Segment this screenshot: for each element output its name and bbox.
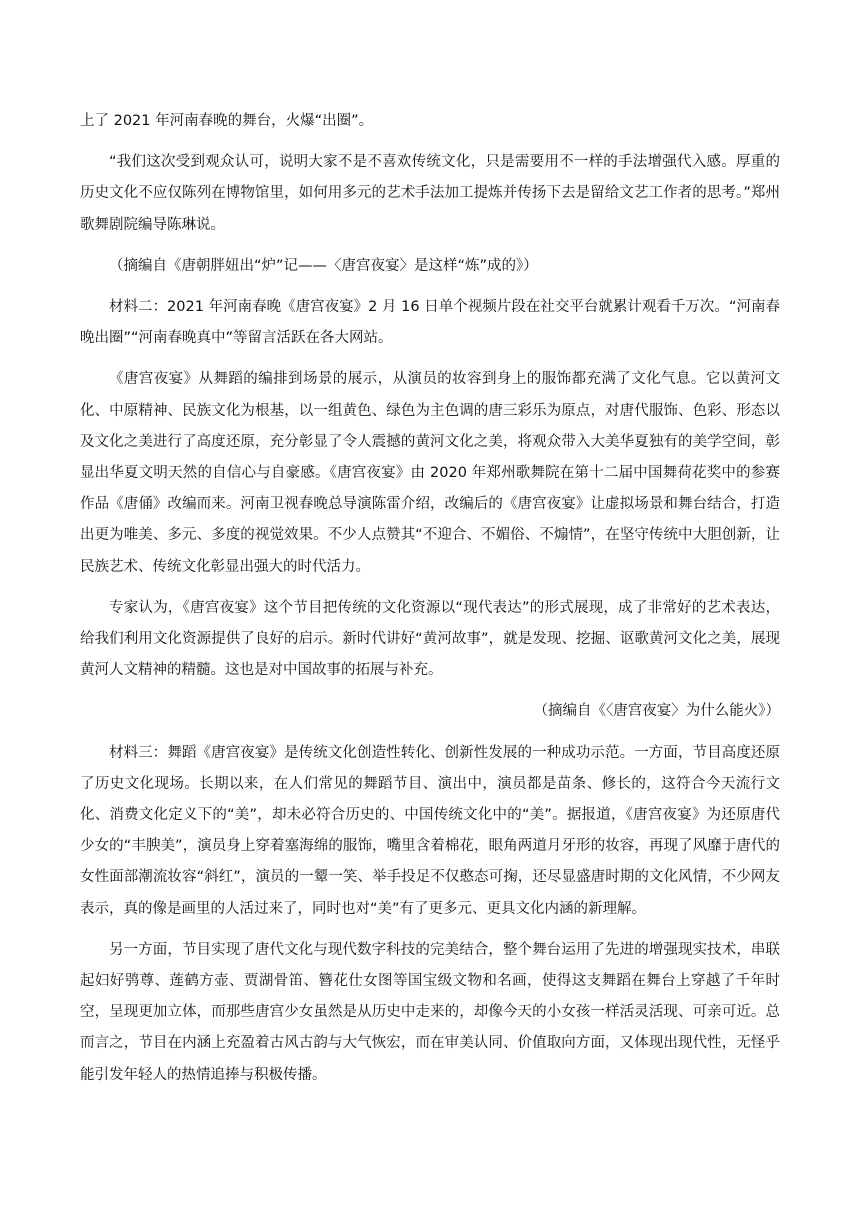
document-page xyxy=(80,106,780,1091)
paragraph-expert-opinion: 专家认为，《唐宫夜宴》这个节目把传统的文化资源以“现代表达”的形式展现，成了非常好的艺术表达，给我们利用文化资源提供了良好的启示。新时代讲好“黄河故事”，就是发现、挖掘、讴歌黄河文化之美，展现黄河人文精神的精髓。这也是对中国故事的拓展与补充。 xyxy=(80,599,780,679)
material-three-paragraph: 材料三：舞蹈《唐宫夜宴》是传统文化创造性转化、创新性发展的一种成功示范。一方面，节目高度还原了历史文化现场。长期以来，在人们常见的舞蹈节目、演出中，演员都是苗条、修长的，这符合今天流行文化、消费文化定义下的“美”，却未必符合历史的、中国传统文化中的“美”。据报道，《唐宫夜宴》为还原唐代少女的“丰腴美”，演员身上穿着塞海绵的服饰，嘴里含着棉花，眼角两道月牙形的妆容，再现了风靡于唐代的女性面部潮流妆容“斜红”，演员的一颦一笑、举手投足不仅憨态可掬，还尽显盛唐时期的文化风情，不少网友表示，真的像是画里的人活过来了，同时也对“美”有了更多元、更具文化内涵的新理解。 xyxy=(80,744,780,917)
source-citation-1: （摘编自《唐朝胖妞出“炉”记——〈唐宫夜宴〉是这样“炼”成的》） xyxy=(109,257,538,274)
paragraph-quote-chen-lin: “我们这次受到观众认可，说明大家不是不喜欢传统文化，只是需要用不一样的手法增强代入感。厚重的历史文化不应仅陈列在博物馆里，如何用多元的艺术手法加工提炼并传扬下去是留给文艺工作者的思考。”郑州歌舞剧院编导陈琳说。 xyxy=(80,154,780,233)
paragraph-tang-palace-culture: 《唐宫夜宴》从舞蹈的编排到场景的展示，从演员的妆容到身上的服饰都充满了文化气息。它以黄河文化、中原精神、民族文化为根基，以一组黄色、绿色为主色调的唐三彩乐为原点，对唐代服饰、色彩、形态以及文化之美进行了高度还原，充分彰显了令人震撼的黄河文化之美，将观众带入大美华夏独有的美学空间，彰显出华夏文明天然的自信心与自豪感。《唐宫夜宴》由 2020 年郑州歌舞院在第十二届中国舞荷花奖中的参赛作品《唐俑》改编而来。河南卫视春晚总导演陈雷介绍，改编后的《唐宫夜宴》让虚拟场景和舞台结合，打造出更为唯美、多元、多度的视觉效果。不少人点赞其“不迎合、不媚俗、不煽情”，在坚守传统中大胆创新，让民族艺术、传统文化彰显出强大的时代活力。 xyxy=(80,371,780,575)
material-two-heading-paragraph: 材料二：2021 年河南春晚《唐宫夜宴》2 月 16 日单个视频片段在社交平台就累计观看千万次。“河南春晚出圈”“河南春晚真中”等留言活跃在各大网站。 xyxy=(80,299,780,347)
paragraph-1: 上了 2021 年河南春晚的舞台，火爆“出圈”。 xyxy=(80,113,374,129)
paragraph-digital-tech: 另一方面，节目实现了唐代文化与现代数字科技的完美结合，整个舞台运用了先进的增强现实技术，串联起妇好鸮尊、莲鹤方壶、贾湖骨笛、簪花仕女图等国宝级文物和名画，使得这支舞蹈在舞台上穿越了千年时空，呈现更加立体，而那些唐宫少女虽然是从历史中走来的，却像今天的小女孩一样活灵活现、可亲可近。总而言之，节目在内涵上充盈着古风古韵与大气恢宏，而在审美认同、价值取向方面，又体现出现代性，无怪乎能引发年轻人的热情追捧与积极传播。 xyxy=(80,941,780,1083)
source-citation-2: （摘编自《〈唐宫夜宴〉为什么能火》） xyxy=(533,703,780,720)
